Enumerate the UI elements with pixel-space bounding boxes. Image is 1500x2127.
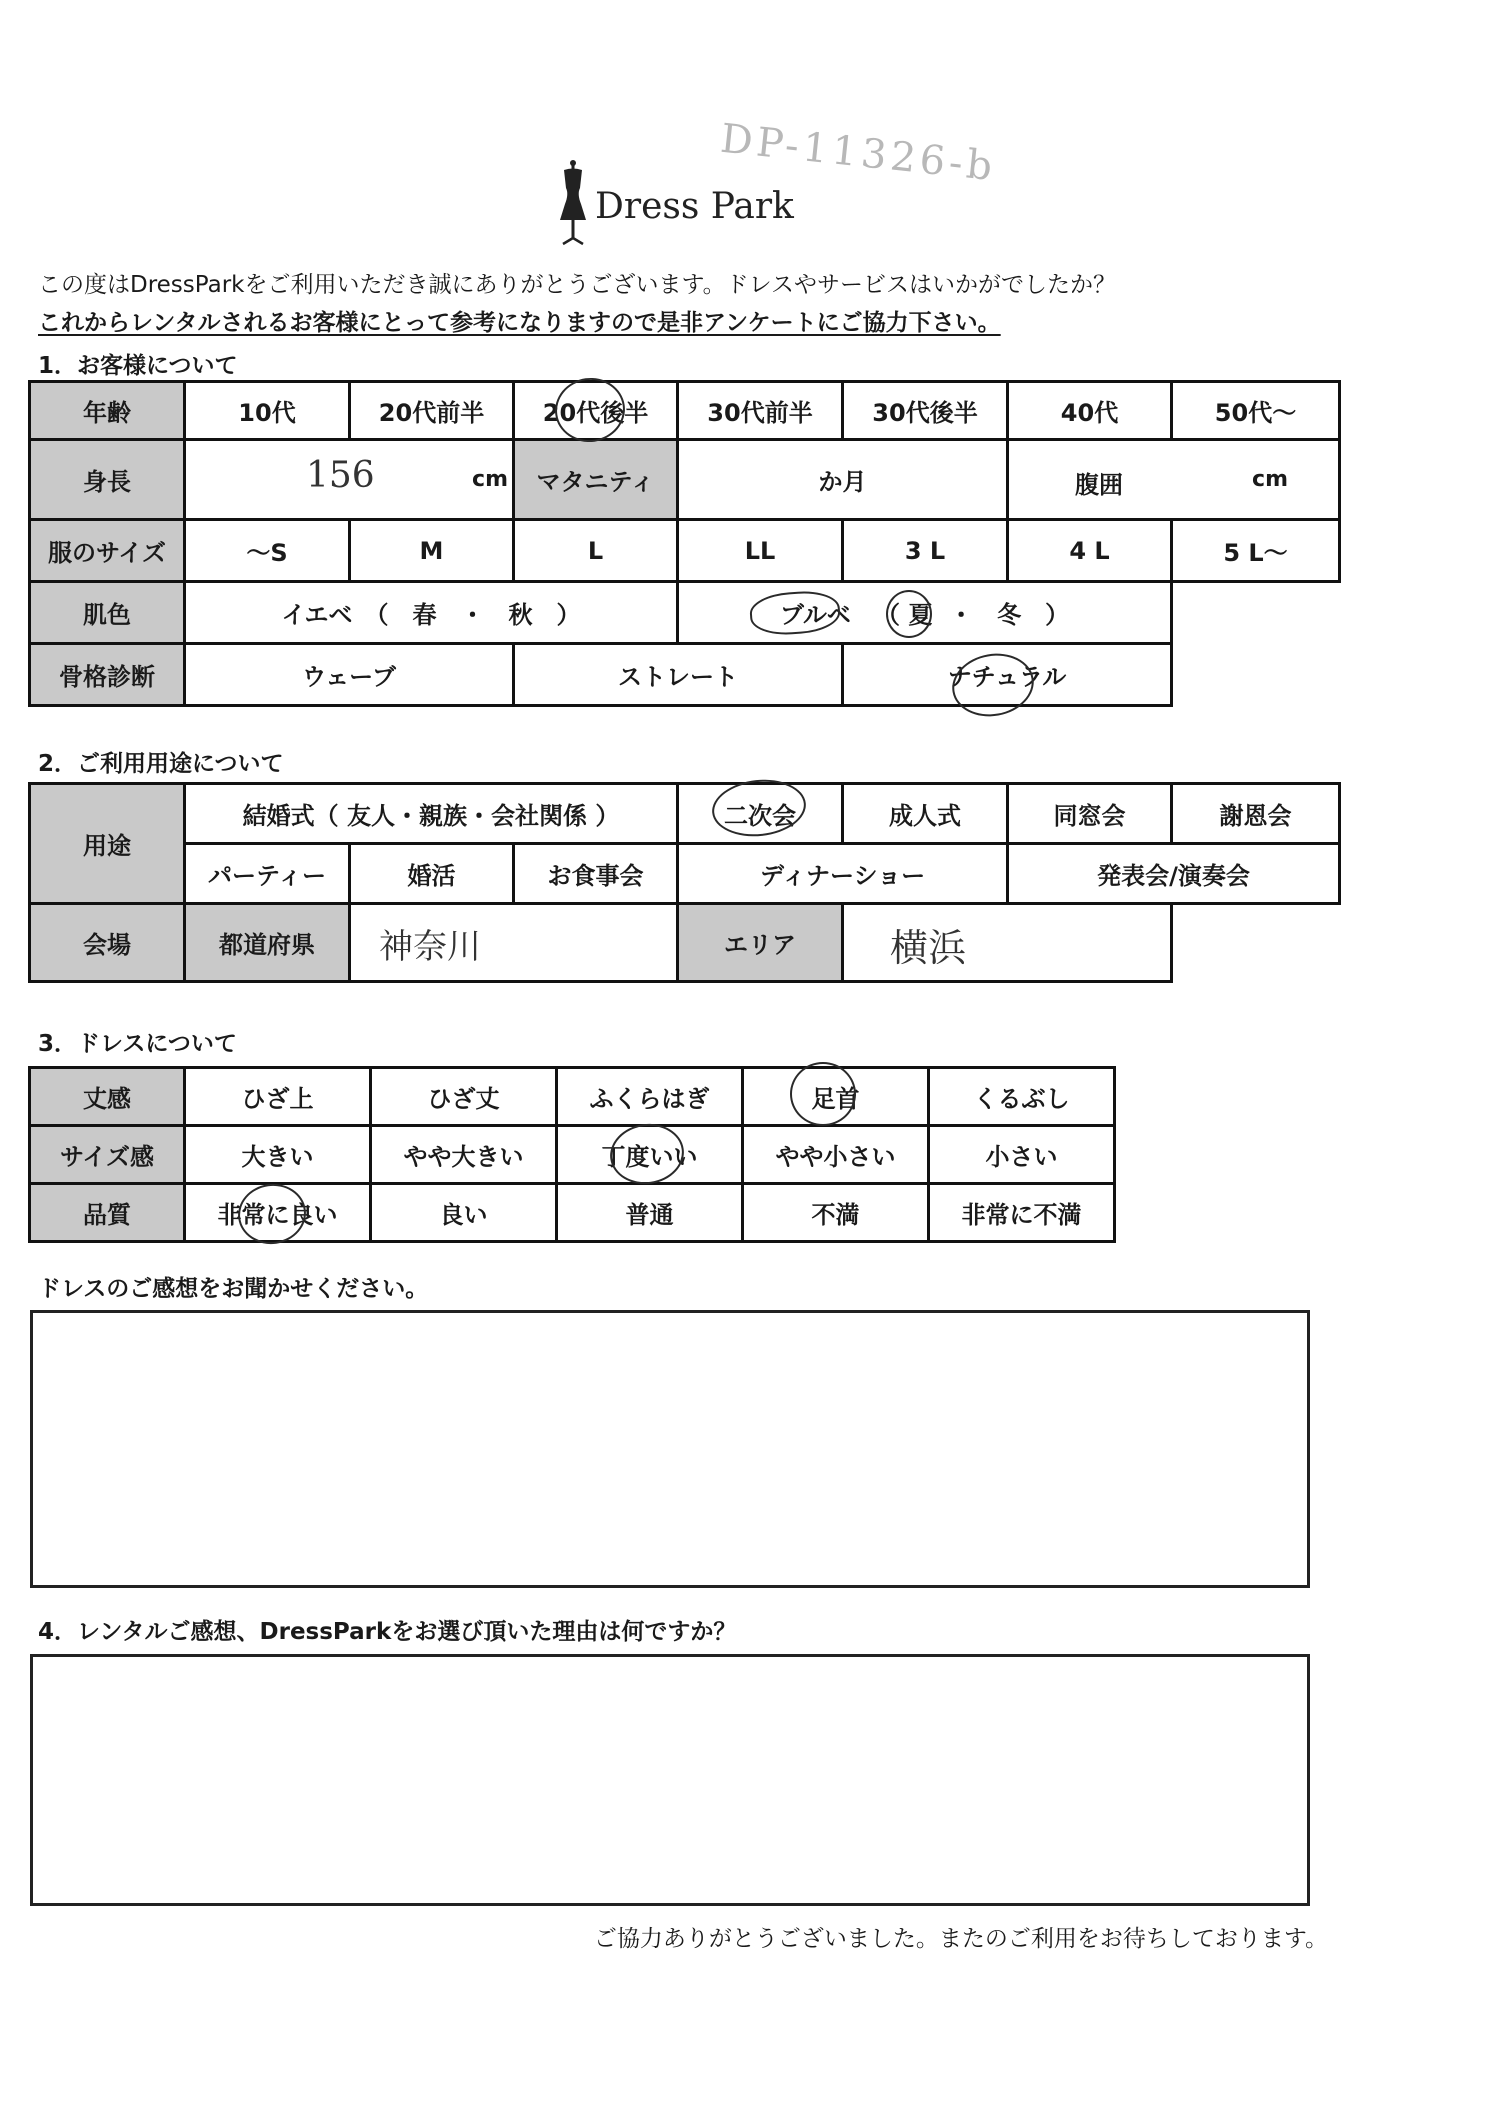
- venue-row: [30, 904, 1340, 982]
- purpose-option[interactable]: 婚活: [350, 844, 514, 904]
- length-option[interactable]: ひざ上: [185, 1068, 371, 1126]
- fit-row: [30, 1126, 1115, 1184]
- length-option[interactable]: くるぶし: [929, 1068, 1115, 1126]
- fit-option-selected[interactable]: 丁度いい: [557, 1126, 743, 1184]
- waist-unit: cm: [1252, 467, 1288, 492]
- skin-blue-base[interactable]: [678, 582, 1172, 644]
- area-field[interactable]: [843, 904, 1172, 982]
- purpose-option-selected[interactable]: 二次会: [678, 784, 843, 844]
- size-option[interactable]: 4 L: [1008, 520, 1172, 582]
- fit-option[interactable]: やや大きい: [371, 1126, 557, 1184]
- skin-row: [30, 582, 1340, 644]
- quality-option-selected[interactable]: 非常に良い: [185, 1184, 371, 1242]
- skeleton-option[interactable]: ストレート: [514, 644, 843, 706]
- height-cell[interactable]: [185, 440, 514, 520]
- stamp-number: DP-11326-b: [718, 115, 999, 191]
- maternity-label: マタニティ: [514, 440, 678, 520]
- fit-option[interactable]: やや小さい: [743, 1126, 929, 1184]
- size-option[interactable]: L: [514, 520, 678, 582]
- dress-table: [28, 1066, 1116, 1243]
- section-1-title: 1．お客様について: [38, 353, 238, 379]
- closing-message: ご協力ありがとうございました。またのご利用をお待ちしております。: [593, 1926, 1328, 1952]
- quality-option[interactable]: 非常に不満: [929, 1184, 1115, 1242]
- quality-option[interactable]: 良い: [371, 1184, 557, 1242]
- size-label: 服のサイズ: [30, 520, 185, 582]
- empty-cell: [1172, 644, 1340, 706]
- brand-name: Dress Park: [595, 186, 794, 227]
- age-option-selected[interactable]: 20代後半: [514, 382, 678, 440]
- empty-cell: [1172, 582, 1340, 644]
- purpose-option[interactable]: ディナーショー: [678, 844, 1008, 904]
- height-value: 156: [306, 455, 375, 496]
- length-option-selected[interactable]: 足首: [743, 1068, 929, 1126]
- purpose-row-2: [30, 844, 1340, 904]
- section-3-title: 3．ドレスについて: [38, 1031, 237, 1057]
- blue-base-label: ブルベ: [779, 601, 851, 629]
- height-label: 身長: [30, 440, 185, 520]
- empty-cell: [1172, 904, 1340, 982]
- blue-base-rest: ・ 冬 ）: [949, 601, 1070, 629]
- skeleton-option-selected[interactable]: ナチュラル: [843, 644, 1172, 706]
- size-option[interactable]: LL: [678, 520, 843, 582]
- size-option[interactable]: 5 L～: [1172, 520, 1340, 582]
- age-option[interactable]: 30代前半: [678, 382, 843, 440]
- length-row: [30, 1068, 1115, 1126]
- age-option[interactable]: 40代: [1008, 382, 1172, 440]
- purpose-option[interactable]: 謝恩会: [1172, 784, 1340, 844]
- skeleton-option[interactable]: ウェーブ: [185, 644, 514, 706]
- age-row: [30, 382, 1340, 440]
- customer-table: [28, 380, 1341, 707]
- purpose-row-1: [30, 784, 1340, 844]
- dress-comment-prompt: ドレスのご感想をお聞かせください。: [38, 1276, 429, 1302]
- fit-option[interactable]: 大きい: [185, 1126, 371, 1184]
- quality-label: 品質: [30, 1184, 185, 1242]
- size-option[interactable]: ～S: [185, 520, 350, 582]
- purpose-option[interactable]: 成人式: [843, 784, 1008, 844]
- quality-row: [30, 1184, 1115, 1242]
- blue-base-paren: （: [876, 601, 901, 629]
- reason-comment-box[interactable]: [30, 1654, 1310, 1906]
- age-label: 年齢: [30, 382, 185, 440]
- waist-cell[interactable]: [1008, 440, 1340, 520]
- quality-option[interactable]: 不満: [743, 1184, 929, 1242]
- purpose-option[interactable]: 同窓会: [1008, 784, 1172, 844]
- section-4-title: 4．レンタルご感想、DressParkをお選び頂いた理由は何ですか？: [38, 1619, 737, 1645]
- quality-option[interactable]: 普通: [557, 1184, 743, 1242]
- fit-option[interactable]: 小さい: [929, 1126, 1115, 1184]
- venue-label: 会場: [30, 904, 185, 982]
- skeleton-row: [30, 644, 1340, 706]
- intro-line-2: これからレンタルされるお客様にとって参考になりますので是非アンケートにご協力下さい。: [38, 310, 1001, 336]
- height-unit: cm: [472, 467, 508, 492]
- intro-line-1: この度はDressParkをご利用いただき誠にありがとうございます。ドレスやサービスはいかがでしたか？: [38, 272, 1116, 298]
- purpose-label: 用途: [30, 784, 185, 904]
- prefecture-field[interactable]: [350, 904, 678, 982]
- skin-yellow-base[interactable]: イエベ （ 春 ・ 秋 ）: [185, 582, 678, 644]
- purpose-option[interactable]: 発表会/演奏会: [1008, 844, 1340, 904]
- size-option[interactable]: M: [350, 520, 514, 582]
- size-row: [30, 520, 1340, 582]
- age-option[interactable]: 20代前半: [350, 382, 514, 440]
- size-option[interactable]: 3 L: [843, 520, 1008, 582]
- age-option[interactable]: 10代: [185, 382, 350, 440]
- length-option[interactable]: ふくらはぎ: [557, 1068, 743, 1126]
- length-option[interactable]: ひざ丈: [371, 1068, 557, 1126]
- area-label: エリア: [678, 904, 843, 982]
- length-label: 丈感: [30, 1068, 185, 1126]
- prefecture-label: 都道府県: [185, 904, 350, 982]
- purpose-option[interactable]: パーティー: [185, 844, 350, 904]
- area-value: 横浜: [890, 926, 967, 970]
- dress-form-icon: [555, 158, 591, 246]
- fit-label: サイズ感: [30, 1126, 185, 1184]
- waist-label: 腹囲: [1075, 471, 1123, 499]
- purpose-option[interactable]: 結婚式（ 友人・親族・会社関係 ）: [185, 784, 678, 844]
- dress-comment-box[interactable]: [30, 1310, 1310, 1588]
- purpose-table: [28, 782, 1341, 983]
- blue-base-summer: 夏: [908, 601, 933, 629]
- maternity-months[interactable]: か月: [678, 440, 1008, 520]
- skin-label: 肌色: [30, 582, 185, 644]
- skeleton-label: 骨格診断: [30, 644, 185, 706]
- height-row: [30, 440, 1340, 520]
- age-option[interactable]: 50代～: [1172, 382, 1340, 440]
- prefecture-value: 神奈川: [379, 927, 481, 967]
- purpose-option[interactable]: お食事会: [514, 844, 678, 904]
- brand-logo: [555, 158, 795, 248]
- age-option[interactable]: 30代後半: [843, 382, 1008, 440]
- section-2-title: 2．ご利用用途について: [38, 751, 284, 777]
